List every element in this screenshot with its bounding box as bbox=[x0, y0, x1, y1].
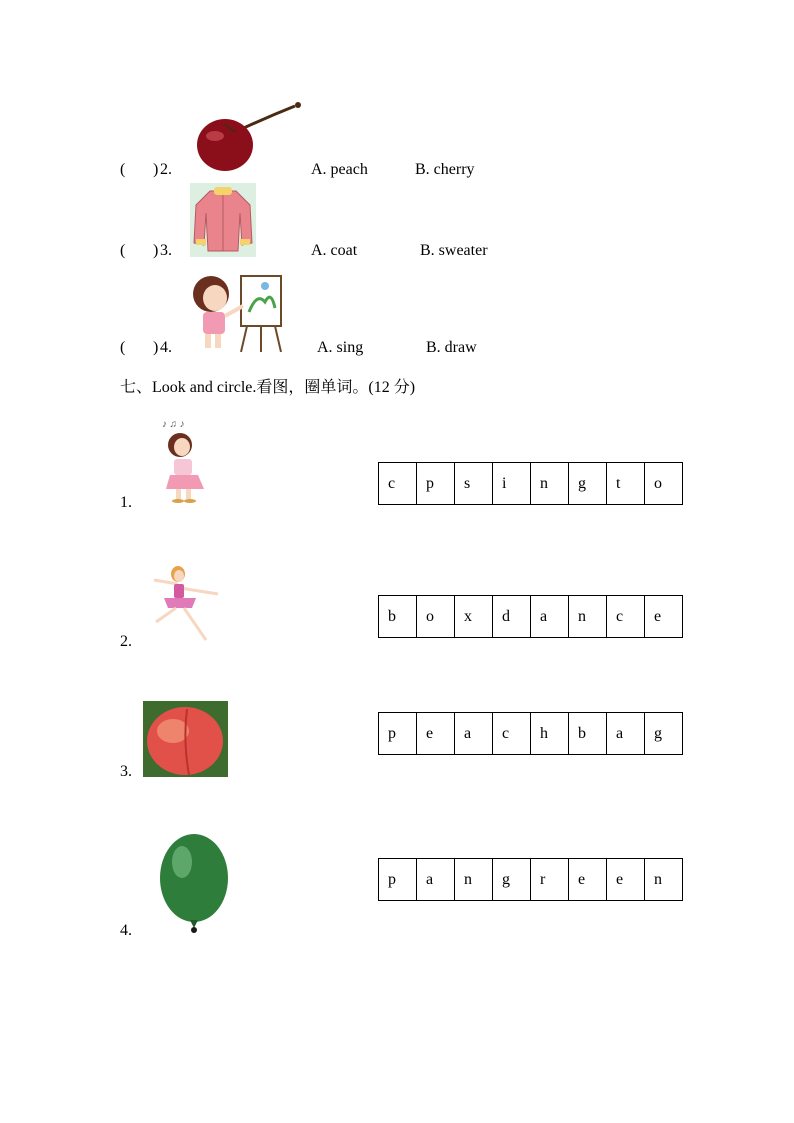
letter-cell[interactable]: e bbox=[569, 859, 607, 901]
letter-cell[interactable]: e bbox=[645, 596, 683, 638]
girl-dancing-image bbox=[150, 562, 222, 648]
letter-grid-3 bbox=[378, 712, 683, 755]
letter-cell[interactable]: p bbox=[379, 859, 417, 901]
letter-cell[interactable]: a bbox=[607, 713, 645, 755]
letter-cell[interactable]: d bbox=[493, 596, 531, 638]
letter-grid-4 bbox=[378, 858, 683, 901]
q3-option-b: B. sweater bbox=[420, 242, 488, 259]
section-7-heading: 七、Look and circle.看图，圈单词。(12 分) bbox=[120, 379, 416, 396]
q2-paren-close: ) bbox=[153, 161, 159, 178]
letter-cell[interactable]: g bbox=[645, 713, 683, 755]
cherry-image bbox=[195, 100, 305, 175]
letter-cell[interactable]: c bbox=[379, 463, 417, 505]
letter-cell[interactable]: r bbox=[531, 859, 569, 901]
q4-paren-close: ) bbox=[153, 339, 159, 356]
q2-number: 2. bbox=[160, 161, 172, 178]
q4-number: 4. bbox=[160, 339, 172, 356]
q3-paren-open: ( bbox=[120, 242, 126, 259]
svg-text:♪ ♫ ♪: ♪ ♫ ♪ bbox=[162, 419, 185, 430]
letter-cell[interactable]: h bbox=[531, 713, 569, 755]
letter-cell[interactable]: i bbox=[493, 463, 531, 505]
letter-cell[interactable]: n bbox=[455, 859, 493, 901]
letter-cell[interactable]: s bbox=[455, 463, 493, 505]
letter-cell[interactable]: o bbox=[645, 463, 683, 505]
q2-option-b: B. cherry bbox=[415, 161, 475, 178]
letter-cell[interactable]: c bbox=[607, 596, 645, 638]
letter-cell[interactable]: t bbox=[607, 463, 645, 505]
letter-cell[interactable]: x bbox=[455, 596, 493, 638]
letter-cell[interactable]: e bbox=[417, 713, 455, 755]
girl-singing-image bbox=[158, 415, 216, 503]
item-4-number: 4. bbox=[120, 922, 132, 939]
q4-paren-open: ( bbox=[120, 339, 126, 356]
balloon-image bbox=[154, 832, 244, 934]
q4-option-b: B. draw bbox=[426, 339, 477, 356]
letter-cell[interactable]: n bbox=[531, 463, 569, 505]
item-3-number: 3. bbox=[120, 763, 132, 780]
item-1-number: 1. bbox=[120, 494, 132, 511]
letter-cell[interactable]: g bbox=[493, 859, 531, 901]
q3-paren-close: ) bbox=[153, 242, 159, 259]
letter-cell[interactable]: c bbox=[493, 713, 531, 755]
coat-image bbox=[190, 183, 256, 257]
letter-cell[interactable]: b bbox=[569, 713, 607, 755]
letter-cell[interactable]: p bbox=[379, 713, 417, 755]
letter-cell[interactable]: a bbox=[455, 713, 493, 755]
q4-option-a: A. sing bbox=[317, 339, 364, 356]
letter-cell[interactable]: n bbox=[645, 859, 683, 901]
letter-cell[interactable]: g bbox=[569, 463, 607, 505]
q2-paren-open: ( bbox=[120, 161, 126, 178]
letter-cell[interactable]: a bbox=[417, 859, 455, 901]
item-2-number: 2. bbox=[120, 633, 132, 650]
letter-cell[interactable]: p bbox=[417, 463, 455, 505]
letter-cell[interactable]: a bbox=[531, 596, 569, 638]
peach-image bbox=[143, 701, 228, 777]
letter-grid-2 bbox=[378, 595, 683, 638]
letter-cell[interactable]: e bbox=[607, 859, 645, 901]
q3-number: 3. bbox=[160, 242, 172, 259]
letter-cell[interactable]: o bbox=[417, 596, 455, 638]
girl-drawing-image bbox=[185, 272, 287, 352]
letter-grid-1 bbox=[378, 462, 683, 505]
q2-option-a: A. peach bbox=[311, 161, 368, 178]
q3-option-a: A. coat bbox=[311, 242, 358, 259]
letter-cell[interactable]: b bbox=[379, 596, 417, 638]
letter-cell[interactable]: n bbox=[569, 596, 607, 638]
